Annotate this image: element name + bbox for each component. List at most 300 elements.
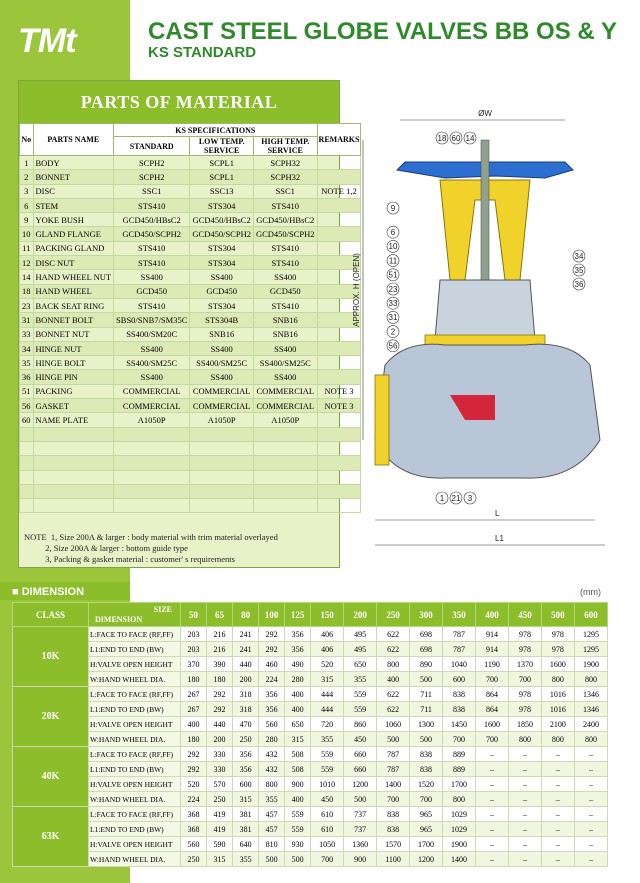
dimension-value: 800 bbox=[259, 777, 285, 792]
size-header: 300 bbox=[410, 603, 443, 627]
parts-row bbox=[20, 270, 361, 284]
spec-low: COMMERCIAL bbox=[190, 399, 254, 413]
spec-high: SSC1 bbox=[253, 184, 317, 198]
callout-label: 51 bbox=[388, 270, 398, 280]
dimension-value: – bbox=[541, 807, 574, 822]
part-name: GLAND FLANGE bbox=[33, 227, 114, 241]
dimension-value: 978 bbox=[541, 627, 574, 642]
part-remarks: NOTE 1,2 bbox=[317, 184, 361, 198]
part-name: HAND WHEEL NUT bbox=[33, 270, 114, 284]
dimension-value: 356 bbox=[233, 747, 259, 762]
dimension-value: 450 bbox=[344, 732, 377, 747]
dimension-value: – bbox=[508, 792, 541, 807]
spec-high: SS400 bbox=[253, 270, 317, 284]
dimension-value: – bbox=[541, 747, 574, 762]
dimension-value: 1450 bbox=[443, 717, 476, 732]
dimension-title: ■ DIMENSION bbox=[12, 586, 85, 598]
dimension-value: – bbox=[476, 807, 509, 822]
dimension-value: – bbox=[476, 792, 509, 807]
dimension-value: 318 bbox=[233, 687, 259, 702]
parts-heading: PARTS OF MATERIAL bbox=[19, 81, 339, 123]
empty-cell bbox=[114, 499, 190, 513]
dimension-value: – bbox=[476, 852, 509, 867]
dimension-row bbox=[13, 792, 608, 807]
dimension-label: L:FACE TO FACE (RF,FF) bbox=[89, 747, 181, 762]
dimension-value: 500 bbox=[377, 732, 410, 747]
part-name: BONNET BOLT bbox=[33, 313, 114, 327]
hdr-size-dimension bbox=[89, 603, 181, 627]
callout-label: 1 bbox=[439, 493, 445, 503]
dimension-value: 559 bbox=[311, 747, 344, 762]
dimension-value: – bbox=[508, 777, 541, 792]
dimension-value: – bbox=[574, 807, 607, 822]
dimension-value: 559 bbox=[285, 822, 311, 837]
parts-row bbox=[20, 241, 361, 255]
dimension-value: 508 bbox=[285, 762, 311, 777]
dimension-value: 250 bbox=[207, 792, 233, 807]
size-header: 150 bbox=[311, 603, 344, 627]
dimension-value: – bbox=[476, 762, 509, 777]
dimension-value: 292 bbox=[259, 642, 285, 657]
dimension-value: – bbox=[574, 837, 607, 852]
dimension-value: 930 bbox=[285, 837, 311, 852]
dimension-value: 1900 bbox=[443, 837, 476, 852]
empty-cell bbox=[33, 427, 114, 441]
dimension-value: 864 bbox=[476, 687, 509, 702]
parts-row bbox=[20, 327, 361, 341]
dimension-label: W:HAND WHEEL DIA. bbox=[89, 852, 181, 867]
part-name: HINGE NUT bbox=[33, 341, 114, 355]
dimension-value: 224 bbox=[259, 672, 285, 687]
dimension-value: 610 bbox=[311, 807, 344, 822]
class-cell: 10K bbox=[13, 627, 89, 687]
empty-cell bbox=[190, 470, 254, 484]
callout-label: 10 bbox=[388, 242, 398, 252]
callout-label: 2 bbox=[390, 327, 396, 337]
dimension-value: – bbox=[508, 747, 541, 762]
part-remarks: NOTE 3 bbox=[317, 399, 361, 413]
dimension-value: 1040 bbox=[443, 657, 476, 672]
dimension-value: 622 bbox=[377, 702, 410, 717]
dimension-value: 559 bbox=[344, 687, 377, 702]
dimension-value: 315 bbox=[233, 792, 259, 807]
dimension-value: – bbox=[541, 762, 574, 777]
spec-high: SCPH32 bbox=[253, 170, 317, 184]
dimension-value: 432 bbox=[259, 747, 285, 762]
spec-standard: SSC1 bbox=[114, 184, 190, 198]
dimension-value: 241 bbox=[233, 627, 259, 642]
dimension-value: 838 bbox=[410, 747, 443, 762]
part-no: 56 bbox=[20, 399, 34, 413]
dimension-value: 440 bbox=[233, 657, 259, 672]
part-no: 3 bbox=[20, 184, 34, 198]
sub-standard: STANDARD bbox=[114, 137, 190, 156]
spec-high: STS410 bbox=[253, 256, 317, 270]
dimension-value: – bbox=[508, 807, 541, 822]
empty-cell bbox=[190, 456, 254, 470]
part-no: 33 bbox=[20, 327, 34, 341]
dimension-value: 978 bbox=[541, 642, 574, 657]
dimension-value: 444 bbox=[311, 687, 344, 702]
dimension-value: 368 bbox=[181, 822, 207, 837]
dimension-value: – bbox=[574, 792, 607, 807]
part-no: 2 bbox=[20, 170, 34, 184]
empty-cell bbox=[20, 456, 34, 470]
dimension-value: 700 bbox=[410, 792, 443, 807]
empty-cell bbox=[114, 484, 190, 498]
dimension-value: 432 bbox=[259, 762, 285, 777]
dimension-value: – bbox=[574, 762, 607, 777]
dimension-value: 400 bbox=[181, 717, 207, 732]
dimension-value: 700 bbox=[443, 732, 476, 747]
dimension-value: 800 bbox=[508, 732, 541, 747]
parts-row bbox=[20, 370, 361, 384]
spec-high: SNB16 bbox=[253, 313, 317, 327]
dimension-value: 965 bbox=[410, 822, 443, 837]
part-no: 23 bbox=[20, 298, 34, 312]
dimension-row bbox=[13, 747, 608, 762]
parts-row bbox=[20, 156, 361, 170]
dimension-value: 889 bbox=[443, 747, 476, 762]
dimension-value: – bbox=[574, 777, 607, 792]
dimension-value: 559 bbox=[311, 762, 344, 777]
dimension-value: 1700 bbox=[443, 777, 476, 792]
dimension-value: 1400 bbox=[377, 777, 410, 792]
dimension-value: 390 bbox=[207, 657, 233, 672]
dimension-label: L1:END TO END (BW) bbox=[89, 702, 181, 717]
dimension-value: 280 bbox=[259, 732, 285, 747]
parts-row bbox=[20, 184, 361, 198]
parts-row-empty bbox=[20, 470, 361, 484]
dimension-value: 500 bbox=[410, 672, 443, 687]
parts-row bbox=[20, 341, 361, 355]
parts-row-empty bbox=[20, 441, 361, 455]
part-name: NAME PLATE bbox=[33, 413, 114, 427]
dimension-title-text: DIMENSION bbox=[21, 586, 85, 598]
dimension-value: 419 bbox=[207, 822, 233, 837]
dimension-value: 1850 bbox=[508, 717, 541, 732]
dimension-value: 355 bbox=[344, 672, 377, 687]
callout-label: 31 bbox=[388, 313, 398, 323]
part-name: GASKET bbox=[33, 399, 114, 413]
dimension-value: 200 bbox=[233, 672, 259, 687]
dimension-value: 356 bbox=[259, 702, 285, 717]
empty-cell bbox=[253, 484, 317, 498]
dim-w-label: ØW bbox=[478, 109, 492, 118]
dimension-value: 216 bbox=[207, 642, 233, 657]
dimension-value: 1295 bbox=[574, 642, 607, 657]
dimension-value: 241 bbox=[233, 642, 259, 657]
dimension-value: 800 bbox=[574, 732, 607, 747]
spec-low: GCD450/SCPH2 bbox=[190, 227, 254, 241]
dimension-value: 457 bbox=[259, 807, 285, 822]
dimension-value: 495 bbox=[344, 627, 377, 642]
dimension-value: 1370 bbox=[508, 657, 541, 672]
dimension-value: 355 bbox=[233, 852, 259, 867]
callout-label: 56 bbox=[388, 341, 398, 351]
dimension-value: – bbox=[508, 762, 541, 777]
parts-row bbox=[20, 170, 361, 184]
part-no: 18 bbox=[20, 284, 34, 298]
dimension-value: 370 bbox=[181, 657, 207, 672]
size-header: 65 bbox=[207, 603, 233, 627]
dimension-value: 838 bbox=[377, 822, 410, 837]
dimension-value: 559 bbox=[344, 702, 377, 717]
dimension-value: 560 bbox=[181, 837, 207, 852]
parts-notes: NOTE 1, Size 200A & larger : body material with trim material overlayed 2, Size 200A & larger : bottom guide type 3, Packing & gasket material : customer' s requirements bbox=[24, 532, 278, 564]
callout-label: 6 bbox=[390, 228, 396, 237]
callout-label: 9 bbox=[390, 203, 396, 213]
dimension-value: 460 bbox=[259, 657, 285, 672]
parts-row bbox=[20, 198, 361, 212]
page-subtitle: KS STANDARD bbox=[148, 44, 257, 61]
callout-label: 23 bbox=[388, 284, 398, 294]
spec-standard: SCPH2 bbox=[114, 170, 190, 184]
dim-l-label: L bbox=[495, 509, 500, 518]
dimension-value: 600 bbox=[443, 672, 476, 687]
spec-high: SCPH32 bbox=[253, 156, 317, 170]
dimension-value: 900 bbox=[344, 852, 377, 867]
dimension-value: 1016 bbox=[541, 687, 574, 702]
dimension-value: – bbox=[508, 822, 541, 837]
dimension-value: 570 bbox=[207, 777, 233, 792]
dimension-value: – bbox=[574, 747, 607, 762]
dimension-value: 1600 bbox=[541, 657, 574, 672]
parts-row bbox=[20, 356, 361, 370]
dimension-value: 965 bbox=[410, 807, 443, 822]
dimension-value: 1300 bbox=[410, 717, 443, 732]
dimension-value: 450 bbox=[311, 792, 344, 807]
dimension-value: 500 bbox=[344, 792, 377, 807]
part-no: 14 bbox=[20, 270, 34, 284]
unit-label: (mm) bbox=[580, 587, 601, 597]
size-header: 450 bbox=[508, 603, 541, 627]
dimension-value: 1016 bbox=[541, 702, 574, 717]
dimension-label: H:VALVE OPEN HEIGHT bbox=[89, 777, 181, 792]
parts-row bbox=[20, 413, 361, 427]
dimension-value: 978 bbox=[508, 687, 541, 702]
dimension-value: 660 bbox=[344, 762, 377, 777]
part-no: 1 bbox=[20, 156, 34, 170]
size-header: 80 bbox=[233, 603, 259, 627]
empty-cell bbox=[253, 427, 317, 441]
brand-logo: TMt bbox=[18, 22, 76, 60]
part-name: BACK SEAT RING bbox=[33, 298, 114, 312]
size-header: 400 bbox=[476, 603, 509, 627]
dimension-value: 650 bbox=[285, 717, 311, 732]
spec-low: SCPL1 bbox=[190, 156, 254, 170]
dimension-value: 356 bbox=[233, 762, 259, 777]
spec-high: SNB16 bbox=[253, 327, 317, 341]
dimension-value: 355 bbox=[259, 792, 285, 807]
dimension-value: 622 bbox=[377, 627, 410, 642]
empty-cell bbox=[20, 499, 34, 513]
dimension-value: 419 bbox=[207, 807, 233, 822]
size-header: 125 bbox=[285, 603, 311, 627]
callout-label: 11 bbox=[388, 256, 398, 266]
dimension-value: 1295 bbox=[574, 627, 607, 642]
class-cell: 63K bbox=[13, 807, 89, 867]
callout-label: 36 bbox=[574, 279, 584, 289]
size-header: 100 bbox=[259, 603, 285, 627]
part-name: BONNET NUT bbox=[33, 327, 114, 341]
dimension-value: – bbox=[508, 837, 541, 852]
dimension-value: 900 bbox=[285, 777, 311, 792]
dimension-value: 700 bbox=[377, 792, 410, 807]
dimension-value: 1700 bbox=[410, 837, 443, 852]
dimension-value: 490 bbox=[285, 657, 311, 672]
dimension-label: L:FACE TO FACE (RF,FF) bbox=[89, 807, 181, 822]
parts-row bbox=[20, 256, 361, 270]
part-name: DISC NUT bbox=[33, 256, 114, 270]
empty-cell bbox=[253, 456, 317, 470]
dimension-value: 180 bbox=[181, 672, 207, 687]
dimension-value: 838 bbox=[410, 762, 443, 777]
dimension-value: 500 bbox=[410, 732, 443, 747]
dimension-value: 1570 bbox=[377, 837, 410, 852]
dimension-value: 500 bbox=[285, 852, 311, 867]
dimension-value: 203 bbox=[181, 627, 207, 642]
dimension-table bbox=[12, 602, 608, 867]
spec-high: A1050P bbox=[253, 413, 317, 427]
dimension-label: H:VALVE OPEN HEIGHT bbox=[89, 717, 181, 732]
dimension-value: 1190 bbox=[476, 657, 509, 672]
empty-cell bbox=[190, 484, 254, 498]
dimension-value: 292 bbox=[207, 702, 233, 717]
dimension-value: 889 bbox=[443, 762, 476, 777]
col-ks-spec: KS SPECIFICATIONS bbox=[114, 124, 318, 137]
part-no: 60 bbox=[20, 413, 34, 427]
parts-row bbox=[20, 284, 361, 298]
dimension-row bbox=[13, 822, 608, 837]
dimension-value: 978 bbox=[508, 627, 541, 642]
dimension-value: 330 bbox=[207, 747, 233, 762]
spec-standard: SS400/SM20C bbox=[114, 327, 190, 341]
dimension-value: 1600 bbox=[476, 717, 509, 732]
part-name: STEM bbox=[33, 198, 114, 212]
parts-row-empty bbox=[20, 427, 361, 441]
dimension-value: 711 bbox=[410, 687, 443, 702]
dimension-row bbox=[13, 732, 608, 747]
dimension-row bbox=[13, 852, 608, 867]
empty-cell bbox=[33, 470, 114, 484]
spec-standard: STS410 bbox=[114, 198, 190, 212]
dimension-value: 356 bbox=[285, 627, 311, 642]
dimension-label: W:HAND WHEEL DIA. bbox=[89, 792, 181, 807]
dimension-value: 267 bbox=[181, 687, 207, 702]
size-header: 500 bbox=[541, 603, 574, 627]
spec-standard: GCD450/SCPH2 bbox=[114, 227, 190, 241]
spec-high: COMMERCIAL bbox=[253, 399, 317, 413]
spec-standard: SCPH2 bbox=[114, 156, 190, 170]
part-no: 34 bbox=[20, 341, 34, 355]
dimension-value: 318 bbox=[233, 702, 259, 717]
dimension-value: 787 bbox=[443, 642, 476, 657]
empty-cell bbox=[253, 470, 317, 484]
part-name: HINGE BOLT bbox=[33, 356, 114, 370]
page-title: CAST STEEL GLOBE VALVES BB OS & Y bbox=[148, 18, 617, 45]
callout-label: 21 bbox=[451, 493, 461, 503]
spec-standard: SS400/SM25C bbox=[114, 356, 190, 370]
dimension-value: 330 bbox=[207, 762, 233, 777]
spec-low: SSC13 bbox=[190, 184, 254, 198]
callout-label: 14 bbox=[465, 133, 475, 143]
spec-standard: SBS0/SNB7/SM35C bbox=[114, 313, 190, 327]
empty-cell bbox=[190, 441, 254, 455]
dimension-value: 1029 bbox=[443, 807, 476, 822]
part-no: 6 bbox=[20, 198, 34, 212]
dimension-value: 292 bbox=[207, 687, 233, 702]
spec-standard: COMMERCIAL bbox=[114, 384, 190, 398]
empty-cell bbox=[33, 456, 114, 470]
empty-cell bbox=[20, 441, 34, 455]
dimension-value: 406 bbox=[311, 642, 344, 657]
dimension-value: 1060 bbox=[377, 717, 410, 732]
dimension-value: – bbox=[476, 822, 509, 837]
part-name: PACKING GLAND bbox=[33, 241, 114, 255]
dimension-value: 292 bbox=[259, 627, 285, 642]
part-no: 35 bbox=[20, 356, 34, 370]
dimension-value: 600 bbox=[233, 777, 259, 792]
dimension-value: 1346 bbox=[574, 702, 607, 717]
dimension-value: – bbox=[574, 852, 607, 867]
class-cell: 40K bbox=[13, 747, 89, 807]
part-no: 51 bbox=[20, 384, 34, 398]
dimension-value: 470 bbox=[233, 717, 259, 732]
spec-high: STS410 bbox=[253, 198, 317, 212]
dimension-label: L:FACE TO FACE (RF,FF) bbox=[89, 687, 181, 702]
dimension-row bbox=[13, 717, 608, 732]
dimension-value: – bbox=[541, 792, 574, 807]
dimension-value: 622 bbox=[377, 642, 410, 657]
spec-low: SS400 bbox=[190, 341, 254, 355]
parts-table bbox=[19, 123, 361, 513]
callout-label: 3 bbox=[467, 493, 473, 503]
dimension-label: L1:END TO END (BW) bbox=[89, 642, 181, 657]
col-parts-name: PARTS NAME bbox=[33, 124, 114, 156]
dimension-row bbox=[13, 762, 608, 777]
hdr-class: CLASS bbox=[13, 603, 89, 627]
parts-row bbox=[20, 313, 361, 327]
dimension-value: 838 bbox=[377, 807, 410, 822]
spec-low: STS304 bbox=[190, 198, 254, 212]
dimension-row bbox=[13, 672, 608, 687]
dimension-value: 2400 bbox=[574, 717, 607, 732]
dimension-value: 400 bbox=[285, 687, 311, 702]
dimension-row bbox=[13, 657, 608, 672]
dimension-value: 315 bbox=[285, 732, 311, 747]
parts-row bbox=[20, 298, 361, 312]
dimension-value: 1346 bbox=[574, 687, 607, 702]
spec-high: COMMERCIAL bbox=[253, 384, 317, 398]
spec-low: GCD450 bbox=[190, 284, 254, 298]
parts-row-empty bbox=[20, 484, 361, 498]
parts-row bbox=[20, 399, 361, 413]
dimension-value: 180 bbox=[181, 732, 207, 747]
spec-standard: COMMERCIAL bbox=[114, 399, 190, 413]
part-no: 11 bbox=[20, 241, 34, 255]
part-name: BODY bbox=[33, 156, 114, 170]
callout-label: 60 bbox=[451, 133, 461, 143]
dimension-value: 1050 bbox=[311, 837, 344, 852]
dimension-value: 1029 bbox=[443, 822, 476, 837]
empty-cell bbox=[253, 499, 317, 513]
part-name: HAND WHEEL bbox=[33, 284, 114, 298]
dimension-value: 860 bbox=[344, 717, 377, 732]
dimension-value: 914 bbox=[476, 627, 509, 642]
dimension-label: L:FACE TO FACE (RF,FF) bbox=[89, 627, 181, 642]
col-no: No bbox=[20, 124, 34, 156]
